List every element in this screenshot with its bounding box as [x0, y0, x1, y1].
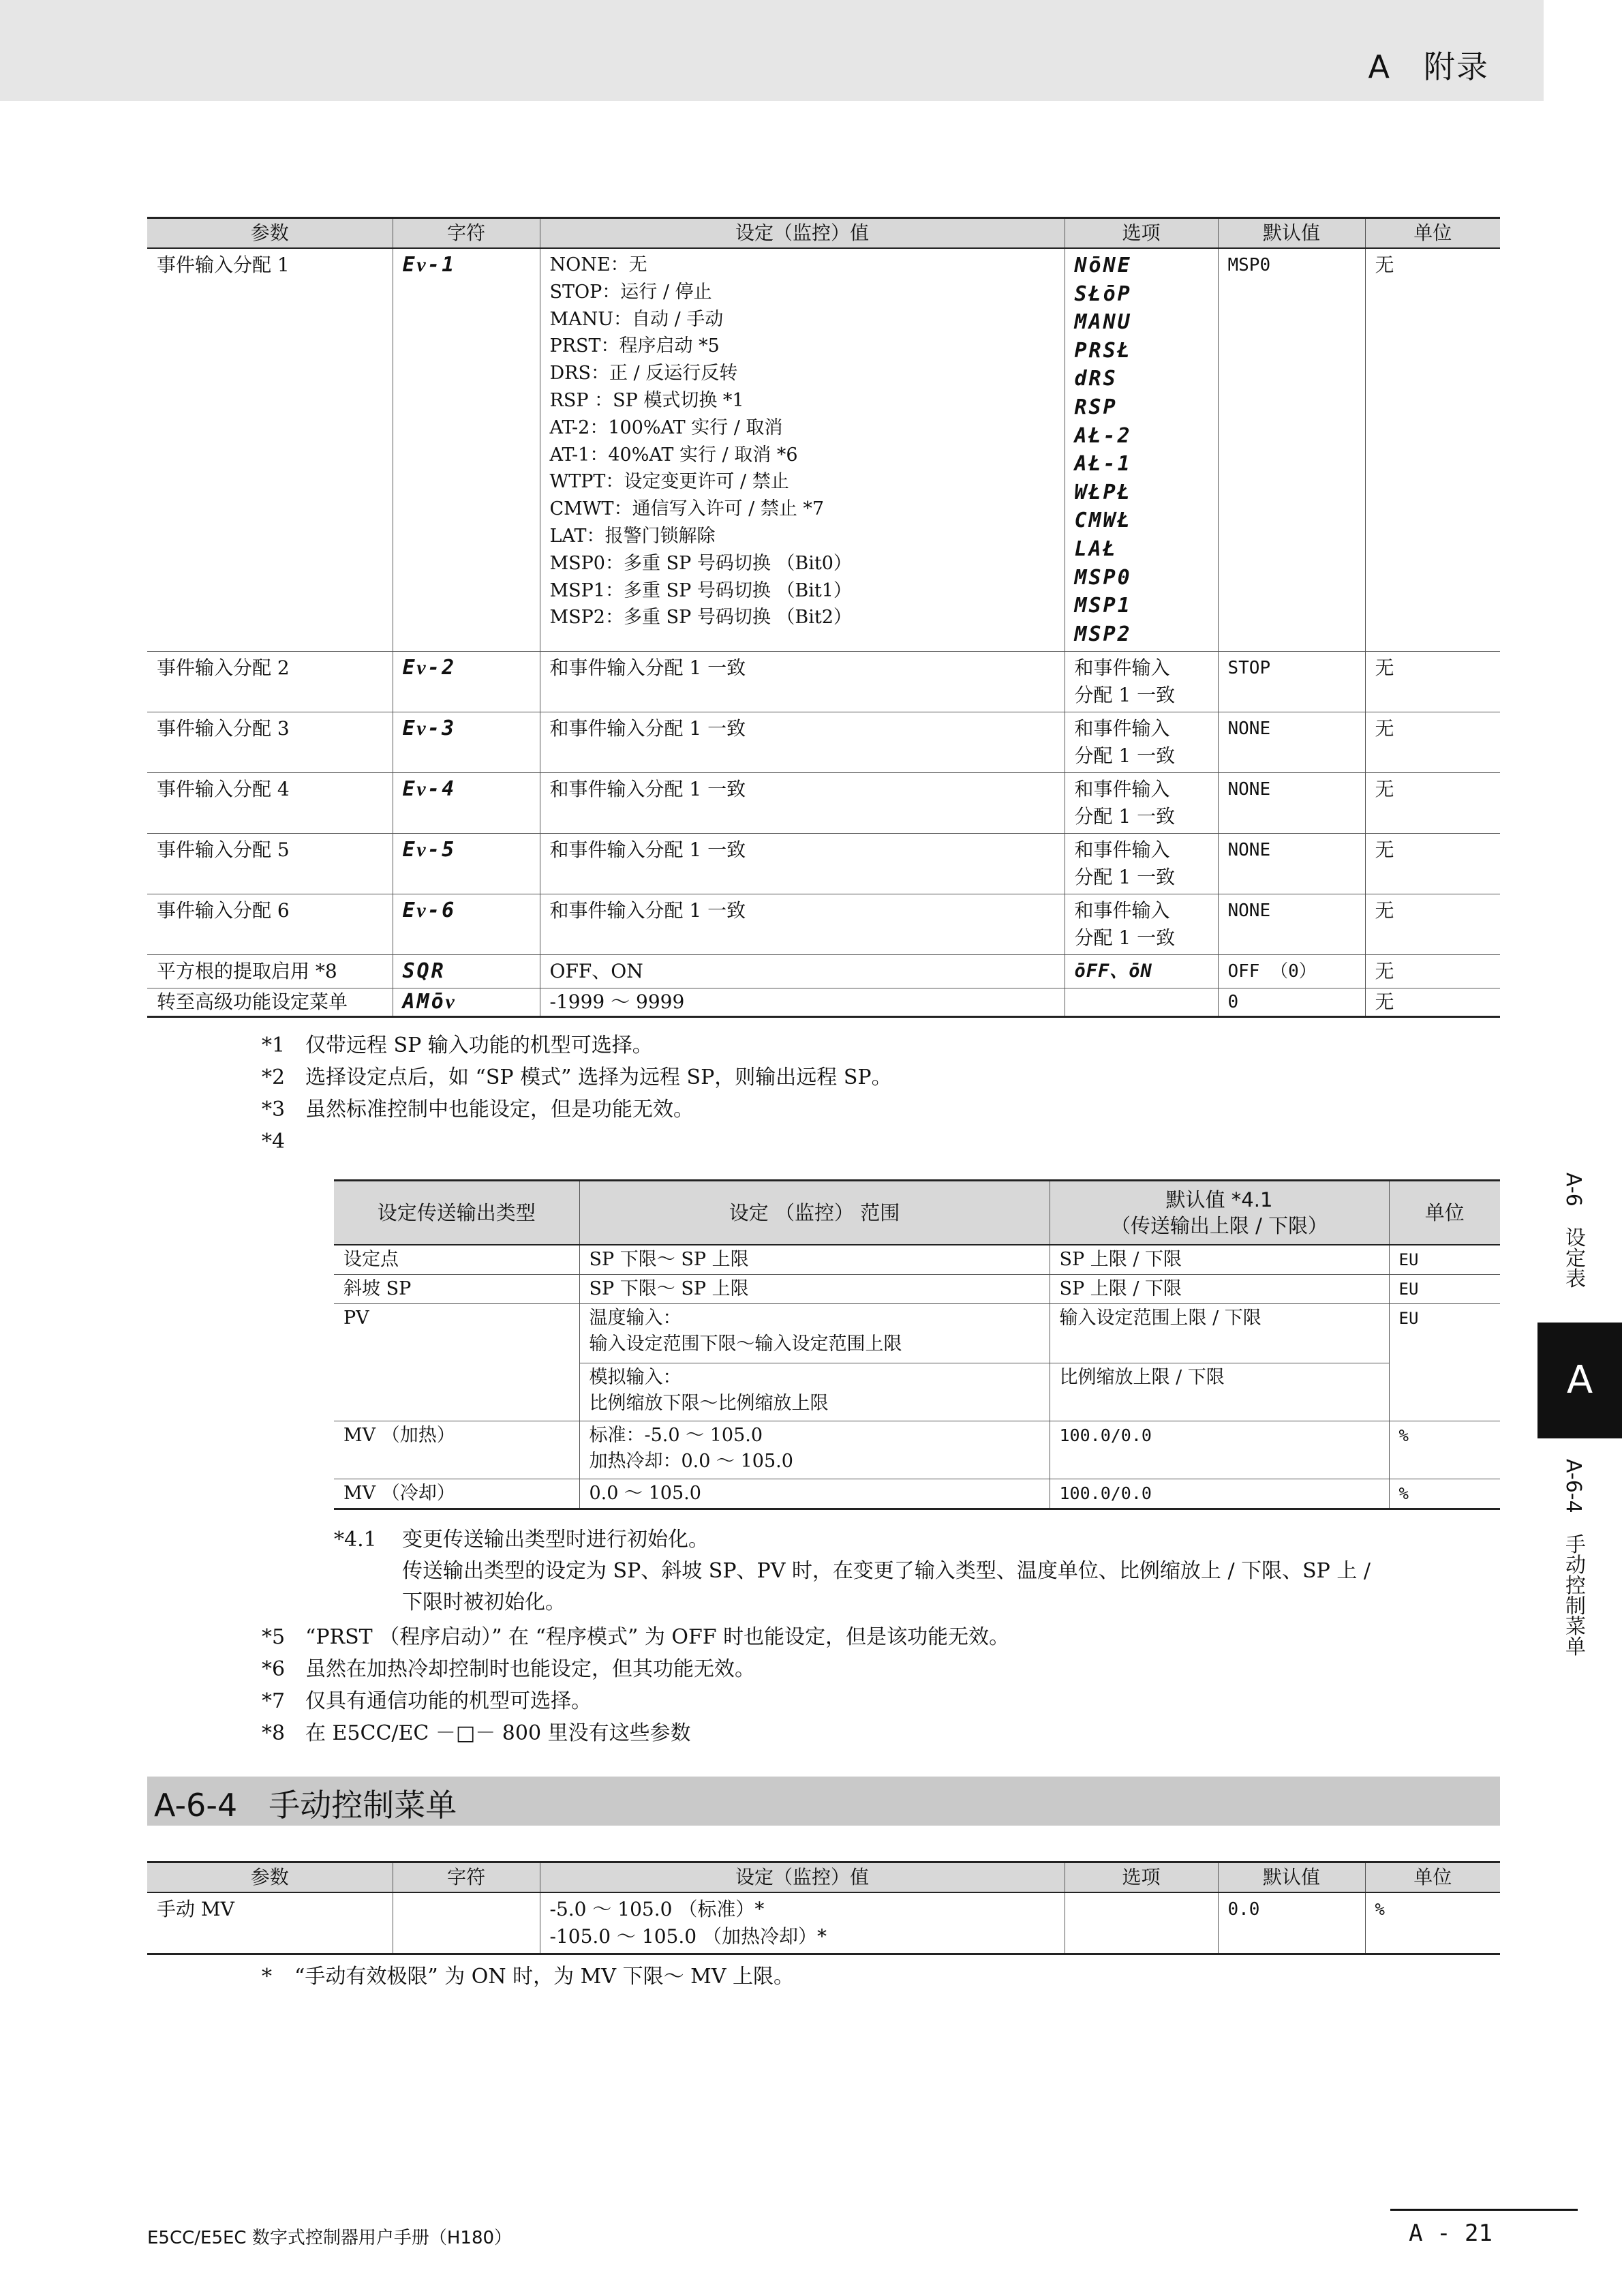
header-line: （传送输出上限 / 下限） [1110, 1214, 1328, 1237]
page-number: A - 21 [1409, 2220, 1493, 2247]
option-cell [1065, 894, 1218, 955]
param-cell: 平方根的提取启用 *8 [147, 955, 393, 988]
unit-cell: 无 [1365, 773, 1500, 834]
option-line: MSP2 [1074, 622, 1132, 646]
footnote-mark: *3 [262, 1098, 286, 1121]
type-cell: PV [334, 1304, 579, 1421]
footnote-manual [262, 1961, 794, 1993]
range-cell [579, 1421, 1050, 1479]
value-line: -5.0 ～ 105.0 （标准）* [549, 1898, 765, 1920]
default-cell: NONE [1218, 834, 1365, 894]
table-row [334, 1245, 1500, 1275]
option-line: WŁPŁ [1074, 480, 1132, 504]
unit-cell: EU [1389, 1275, 1500, 1304]
value-line: CMWT：通信写入许可 / 禁止 *7 [549, 498, 825, 520]
option-cell [1065, 1892, 1218, 1954]
char-cell: Eᴠ-6 [393, 894, 540, 955]
side-subsection-label: A-6-4 手动控制菜单 [1561, 1459, 1585, 1657]
footnote-text: 变更传送输出类型时进行初始化。 [402, 1528, 709, 1552]
option-line: 和事件输入 [1074, 839, 1170, 862]
unit-cell: % [1389, 1421, 1500, 1479]
value-cell [540, 248, 1065, 652]
range-cell: SP 下限～ SP 上限 [579, 1245, 1050, 1275]
table-header-row [147, 1862, 1500, 1893]
option-line: NōNE [1074, 254, 1132, 277]
table-row [147, 955, 1500, 988]
option-line: 分配 1 一致 [1074, 866, 1176, 889]
option-cell: ōFF、ōN [1065, 955, 1218, 988]
char-cell: Eᴠ-3 [393, 712, 540, 773]
type-cell: 斜坡 SP [334, 1275, 579, 1304]
option-line: 和事件输入 [1074, 656, 1170, 680]
option-cell [1065, 988, 1218, 1017]
char-cell: AMōᴠ [393, 988, 540, 1017]
value-line: MSP1：多重 SP 号码切换 （Bit1） [549, 579, 852, 601]
col-header-option: 选项 [1065, 1862, 1218, 1893]
option-cell [1065, 652, 1218, 712]
default-cell: MSP0 [1218, 248, 1365, 652]
footnotes-top [262, 1029, 892, 1158]
option-line: 和事件输入 [1074, 717, 1170, 740]
manual-control-table [147, 1861, 1500, 1955]
param-cell: 转至高级功能设定菜单 [147, 988, 393, 1017]
type-cell: 设定点 [334, 1245, 579, 1275]
col-header-unit: 单位 [1365, 218, 1500, 249]
default-cell: 输入设定范围上限 / 下限 [1050, 1304, 1389, 1363]
transfer-output-table [334, 1179, 1500, 1510]
value-line: NONE：无 [549, 254, 647, 275]
default-cell: 100.0/0.0 [1050, 1479, 1389, 1509]
option-line: dRS [1074, 367, 1118, 391]
value-cell: 和事件输入分配 1 一致 [540, 834, 1065, 894]
unit-cell: 无 [1365, 955, 1500, 988]
table-row [147, 894, 1500, 955]
value-cell: 和事件输入分配 1 一致 [540, 894, 1065, 955]
footnote-text: 仅带远程 SP 输入功能的机型可选择。 [305, 1033, 653, 1057]
header-line: 默认值 *4.1 [1165, 1188, 1273, 1211]
footnote-continuation: 下限时被初始化。 [402, 1590, 566, 1614]
unit-cell: % [1389, 1479, 1500, 1509]
footnote-mark: *4.1 [334, 1528, 377, 1552]
option-cell [1065, 834, 1218, 894]
footnote-mark: *1 [262, 1033, 286, 1057]
value-line: WTPT：设定变更许可 / 禁止 [549, 471, 789, 493]
value-cell: 和事件输入分配 1 一致 [540, 773, 1065, 834]
value-line: RSP ：SP 模式切换 *1 [549, 389, 744, 411]
default-cell: SP 上限 / 下限 [1050, 1245, 1389, 1275]
footnote [334, 1524, 1371, 1556]
default-cell: 0.0 [1218, 1892, 1365, 1954]
footnote-mark: *5 [262, 1625, 286, 1649]
range-cell: SP 下限～ SP 上限 [579, 1275, 1050, 1304]
table-row [334, 1275, 1500, 1304]
default-cell: OFF （0） [1218, 955, 1365, 988]
param-cell: 事件输入分配 1 [147, 248, 393, 652]
value-cell: OFF、ON [540, 955, 1065, 988]
table-row [334, 1304, 1500, 1363]
default-cell: 比例缩放上限 / 下限 [1050, 1363, 1389, 1421]
range-line: 温度输入： [589, 1308, 682, 1329]
param-cell: 事件输入分配 6 [147, 894, 393, 955]
table-row [147, 773, 1500, 834]
table-row [147, 834, 1500, 894]
table-row [334, 1479, 1500, 1509]
footnotes-bottom [262, 1621, 1009, 1749]
value-line: LAT：报警门锁解除 [549, 525, 716, 547]
parameter-table [147, 217, 1500, 1018]
param-cell: 事件输入分配 2 [147, 652, 393, 712]
footnote [262, 1717, 1009, 1749]
unit-cell: 无 [1365, 652, 1500, 712]
option-line: RSP [1074, 395, 1118, 419]
type-cell: MV （加热） [334, 1421, 579, 1479]
value-cell [540, 1892, 1065, 1954]
option-line: LAŁ [1074, 537, 1118, 561]
col-header-value: 设定（监控）值 [540, 218, 1065, 249]
value-line: MANU：自动 / 手动 [549, 308, 724, 330]
col-header-default: 默认值 [1218, 1862, 1365, 1893]
footnote-mark: *4 [262, 1130, 286, 1153]
footnote-mark: * [262, 1965, 272, 1989]
option-line: CMWŁ [1074, 509, 1132, 533]
footnote-mark: *6 [262, 1657, 286, 1681]
option-line: 和事件输入 [1074, 899, 1170, 922]
option-cell [1065, 248, 1218, 652]
default-cell: SP 上限 / 下限 [1050, 1275, 1389, 1304]
header-band [0, 0, 1544, 101]
default-cell: 100.0/0.0 [1050, 1421, 1389, 1479]
option-line: PRSŁ [1074, 338, 1132, 363]
footnote [262, 1061, 892, 1093]
col-header-char: 字符 [393, 1862, 540, 1893]
range-line: 加热冷却：0.0 ～ 105.0 [589, 1451, 793, 1472]
unit-cell: 无 [1365, 894, 1500, 955]
value-line: MSP2：多重 SP 号码切换 （Bit2） [549, 607, 852, 629]
range-cell: 0.0 ～ 105.0 [579, 1479, 1050, 1509]
param-cell: 事件输入分配 3 [147, 712, 393, 773]
footnote [262, 1653, 1009, 1685]
table-header-row [147, 218, 1500, 249]
char-cell: Eᴠ-1 [393, 248, 540, 652]
col-header-unit: 单位 [1389, 1181, 1500, 1245]
footnote-text: 虽然在加热冷却控制时也能设定，但其功能无效。 [305, 1657, 755, 1681]
option-line: AŁ-2 [1074, 423, 1132, 448]
col-header-value: 设定（监控）值 [540, 1862, 1065, 1893]
col-header-default [1050, 1181, 1389, 1245]
footnote-text: 选择设定点后，如 “SP 模式” 选择为远程 SP，则输出远程 SP。 [305, 1066, 892, 1089]
value-line: PRST：程序启动 *5 [549, 335, 720, 357]
value-cell: 和事件输入分配 1 一致 [540, 712, 1065, 773]
unit-cell: 无 [1365, 834, 1500, 894]
footnote [262, 1685, 1009, 1717]
default-cell: 0 [1218, 988, 1365, 1017]
value-line: -105.0 ～ 105.0 （加热冷却）* [549, 1925, 827, 1948]
value-line: AT-1：40%AT 实行 / 取消 *6 [549, 444, 798, 466]
option-cell [1065, 773, 1218, 834]
footnote [262, 1621, 1009, 1653]
option-line: MSP0 [1074, 565, 1132, 590]
col-header-type: 设定传送输出类型 [334, 1181, 579, 1245]
default-cell: STOP [1218, 652, 1365, 712]
unit-cell: 无 [1365, 988, 1500, 1017]
option-line: MSP1 [1074, 594, 1132, 618]
unit-cell: EU [1389, 1245, 1500, 1275]
option-line: 分配 1 一致 [1074, 684, 1176, 707]
range-cell [579, 1363, 1050, 1421]
col-header-param: 参数 [147, 218, 393, 249]
value-cell: 和事件输入分配 1 一致 [540, 652, 1065, 712]
col-header-param: 参数 [147, 1862, 393, 1893]
default-cell: NONE [1218, 773, 1365, 834]
option-line: 分配 1 一致 [1074, 805, 1176, 828]
page-header-title: A 附录 [1368, 48, 1489, 85]
footnote [262, 1961, 794, 1993]
unit-cell: EU [1389, 1304, 1500, 1421]
col-header-char: 字符 [393, 218, 540, 249]
char-cell: SQR [393, 955, 540, 988]
param-cell: 事件输入分配 5 [147, 834, 393, 894]
value-line: DRS：正 / 反运行反转 [549, 363, 738, 384]
option-line: SŁōP [1074, 282, 1132, 306]
side-chapter-tab[interactable]: A [1537, 1323, 1622, 1438]
option-line: MANU [1074, 310, 1132, 335]
range-line: 比例缩放下限～比例缩放上限 [589, 1393, 829, 1414]
footnote-continuation: 传送输出类型的设定为 SP、斜坡 SP、PV 时，在变更了输入类型、温度单位、比例缩放上 / 下限、SP 上 / [402, 1559, 1371, 1583]
col-header-range: 设定 （监控） 范围 [579, 1181, 1050, 1245]
unit-cell: 无 [1365, 712, 1500, 773]
footnote-mark: *8 [262, 1721, 286, 1745]
table-row [334, 1421, 1500, 1479]
footnote-text: 仅具有通信功能的机型可选择。 [305, 1689, 592, 1713]
footnote-4-1 [334, 1524, 1371, 1618]
footnote-text: 在 E5CC/EC －□－ 800 里没有这些参数 [305, 1721, 691, 1745]
table-row [147, 652, 1500, 712]
footnote-text: “手动有效极限” 为 ON 时，为 MV 下限～ MV 上限。 [294, 1965, 795, 1989]
footnote-text: “PRST （程序启动）” 在 “程序模式” 为 OFF 时也能设定，但是该功能无效。 [305, 1625, 1010, 1649]
footnote [262, 1126, 892, 1158]
footnote [262, 1029, 892, 1061]
char-cell: Eᴠ-4 [393, 773, 540, 834]
table-row [147, 1892, 1500, 1954]
type-cell: MV （冷却） [334, 1479, 579, 1509]
option-line: 和事件输入 [1074, 778, 1170, 801]
footnote-mark: *2 [262, 1066, 286, 1089]
option-line: 分配 1 一致 [1074, 744, 1176, 768]
col-header-unit: 单位 [1365, 1862, 1500, 1893]
table-row [147, 988, 1500, 1017]
value-line: STOP：运行 / 停止 [549, 281, 712, 303]
table-row [147, 712, 1500, 773]
table-header-row [334, 1181, 1500, 1245]
char-cell [393, 1892, 540, 1954]
option-cell [1065, 712, 1218, 773]
footnote-mark: *7 [262, 1689, 286, 1713]
col-header-default: 默认值 [1218, 218, 1365, 249]
default-cell: NONE [1218, 894, 1365, 955]
footnote-text: 虽然标准控制中也能设定，但是功能无效。 [305, 1098, 694, 1121]
col-header-option: 选项 [1065, 218, 1218, 249]
option-line: 分配 1 一致 [1074, 926, 1176, 950]
unit-cell: 无 [1365, 248, 1500, 652]
range-line: 标准：-5.0 ～ 105.0 [589, 1425, 763, 1446]
table-row [147, 248, 1500, 652]
value-line: MSP0：多重 SP 号码切换 （Bit0） [549, 552, 852, 574]
footer-manual-title: E5CC/E5EC 数字式控制器用户手册（H180） [147, 2228, 512, 2248]
section-title: A-6-4 手动控制菜单 [154, 1787, 457, 1824]
footnote [262, 1093, 892, 1126]
range-line: 模拟输入： [589, 1367, 682, 1388]
char-cell: Eᴠ-5 [393, 834, 540, 894]
default-cell: NONE [1218, 712, 1365, 773]
footer-rule [1390, 2209, 1578, 2211]
char-cell: Eᴠ-2 [393, 652, 540, 712]
option-line: AŁ-1 [1074, 452, 1132, 477]
range-cell [579, 1304, 1050, 1363]
unit-cell: % [1365, 1892, 1500, 1954]
value-cell: -1999 ～ 9999 [540, 988, 1065, 1017]
side-section-label: A-6 设定表 [1561, 1173, 1585, 1288]
value-line: AT-2：100%AT 实行 / 取消 [549, 417, 783, 438]
param-cell: 事件输入分配 4 [147, 773, 393, 834]
range-line: 输入设定范围下限～输入设定范围上限 [589, 1333, 902, 1355]
param-cell: 手动 MV [147, 1892, 393, 1954]
